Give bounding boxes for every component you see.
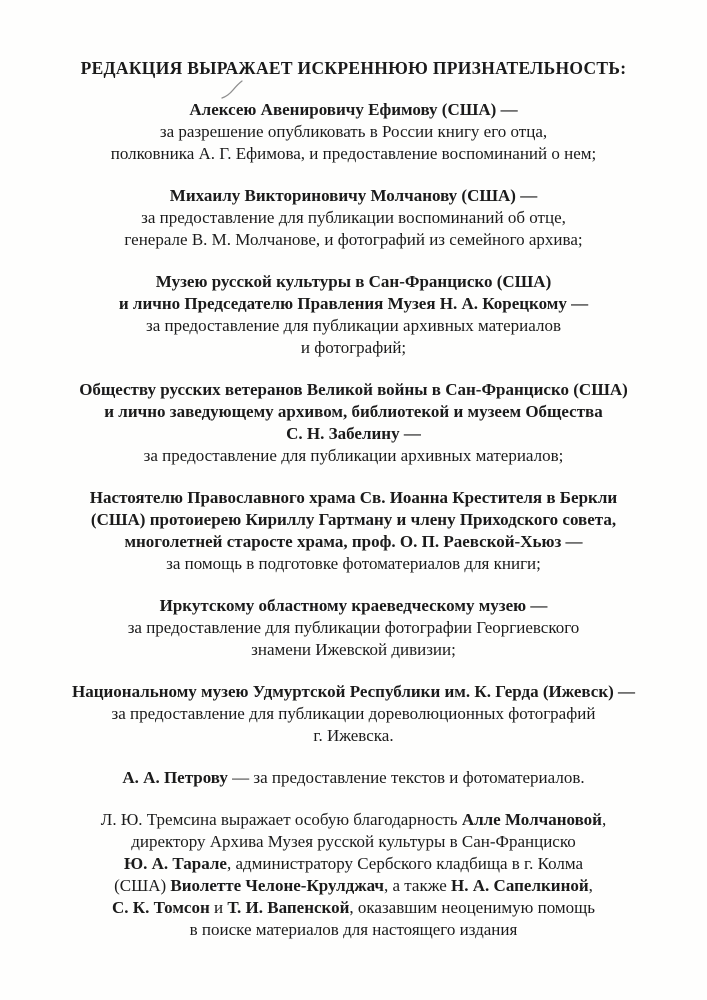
acknowledgement-blocks <box>0 99 707 941</box>
text-line <box>30 553 677 575</box>
paragraph-block <box>30 99 677 165</box>
bold-text-segment: Национальному музею Удмуртской Республики им. К. Герда (Ижевск) — <box>71 682 636 701</box>
text-line <box>30 831 677 853</box>
text-line <box>30 681 677 703</box>
text-segment: генерале В. М. Молчанове, и фотографий из семейного архива; <box>124 230 583 249</box>
text-segment: за разрешение опубликовать в России книгу его отца, <box>159 122 548 141</box>
text-line <box>30 315 677 337</box>
bold-text-segment: (США) протоиерею Кириллу Гартману и члену Приходского совета, <box>90 510 617 529</box>
text-line <box>30 509 677 531</box>
bold-text-segment: Михаилу Викториновичу Молчанову (США) — <box>169 186 538 205</box>
bold-text-segment: Алле Молчановой <box>461 810 602 829</box>
bold-text-segment: многолетней старосте храма, проф. О. П. Раевской-Хьюз — <box>124 532 583 551</box>
paragraph-block <box>30 271 677 359</box>
text-segment: знамени Ижевской дивизии; <box>251 640 456 659</box>
paragraph-block <box>30 379 677 467</box>
text-segment: , оказавшим неоценимую помощь <box>349 898 596 917</box>
text-segment: директору Архива Музея русской культуры в Сан-Франциско <box>131 832 576 851</box>
bold-text-segment: С. Н. Забелину — <box>286 424 421 443</box>
text-segment: Л. Ю. Тремсина выражает особую благодарность <box>100 810 462 829</box>
text-line <box>30 809 677 831</box>
text-line <box>30 617 677 639</box>
text-line <box>30 897 677 919</box>
text-line <box>30 703 677 725</box>
bold-text-segment: Алексею Авенировичу Ефимову (США) — <box>189 100 518 119</box>
text-line <box>30 379 677 401</box>
paragraph-block <box>30 487 677 575</box>
text-line <box>30 423 677 445</box>
text-line <box>30 445 677 467</box>
paragraph-block <box>30 681 677 747</box>
text-line <box>30 121 677 143</box>
text-segment: за предоставление для публикации архивных материалов; <box>143 446 564 465</box>
text-segment: за предоставление для публикации дореволюционных фотографий <box>111 704 596 723</box>
text-line <box>30 401 677 423</box>
bold-text-segment: С. К. Томсон <box>111 898 210 917</box>
text-segment: и <box>209 898 228 917</box>
bold-text-segment: Иркутскому областному краеведческому музею — <box>159 596 548 615</box>
text-line <box>30 337 677 359</box>
text-line <box>30 919 677 941</box>
text-segment: (США) <box>114 876 171 895</box>
text-line <box>30 185 677 207</box>
bold-text-segment: Н. А. Сапелкиной <box>451 876 589 895</box>
text-segment: полковника А. Г. Ефимова, и предоставление воспоминаний о нем; <box>110 144 597 163</box>
text-segment: в поиске материалов для настоящего издания <box>189 920 518 939</box>
text-line <box>30 595 677 617</box>
text-segment: г. Ижевска. <box>313 726 394 745</box>
text-segment: , <box>588 876 593 895</box>
bold-text-segment: Виолетте Челоне-Крулджач <box>170 876 384 895</box>
text-line <box>30 875 677 897</box>
bold-text-segment: А. А. Петрову <box>122 768 228 787</box>
text-segment: за предоставление для публикации фотографии Георгиевского <box>127 618 580 637</box>
bold-text-segment: Т. И. Вапенской <box>227 898 350 917</box>
text-line <box>30 725 677 747</box>
bold-text-segment: Обществу русских ветеранов Великой войны в Сан-Франциско (США) <box>79 380 628 399</box>
pen-stroke-mark <box>219 79 245 101</box>
text-segment: — за предоставление текстов и фотоматериалов. <box>227 768 585 787</box>
text-segment: , а также <box>383 876 452 895</box>
text-line <box>30 487 677 509</box>
text-segment: и фотографий; <box>300 338 407 357</box>
text-line <box>30 99 677 121</box>
text-line <box>30 639 677 661</box>
text-line <box>30 143 677 165</box>
text-line <box>30 293 677 315</box>
page-title: РЕДАКЦИЯ ВЫРАЖАЕТ ИСКРЕННЮЮ ПРИЗНАТЕЛЬНОСТЬ: <box>80 58 627 78</box>
text-segment: за предоставление для публикации воспоминаний об отце, <box>141 208 566 227</box>
paragraph-block <box>30 809 677 941</box>
text-segment: , <box>601 810 607 829</box>
text-line <box>30 207 677 229</box>
bold-text-segment: и лично Председателю Правления Музея Н. А. Корецкому — <box>118 294 589 313</box>
bold-text-segment: и лично заведующему архивом, библиотекой и музеем Общества <box>104 402 603 421</box>
text-line <box>30 853 677 875</box>
bold-text-segment: Музею русской культуры в Сан-Франциско (США) <box>155 272 552 291</box>
text-segment: , администратору Сербского кладбища в г. Колма <box>226 854 584 873</box>
text-line <box>30 229 677 251</box>
paragraph-block <box>30 767 677 789</box>
text-line <box>30 767 677 789</box>
text-segment: за помощь в подготовке фотоматериалов для книги; <box>166 554 541 573</box>
paragraph-block <box>30 595 677 661</box>
bold-text-segment: Настоятелю Православного храма Св. Иоанна Крестителя в Беркли <box>89 488 618 507</box>
text-line <box>30 531 677 553</box>
text-segment: за предоставление для публикации архивных материалов <box>146 316 561 335</box>
paragraph-block <box>30 185 677 251</box>
text-line <box>30 271 677 293</box>
bold-text-segment: Ю. А. Тарале <box>123 854 227 873</box>
